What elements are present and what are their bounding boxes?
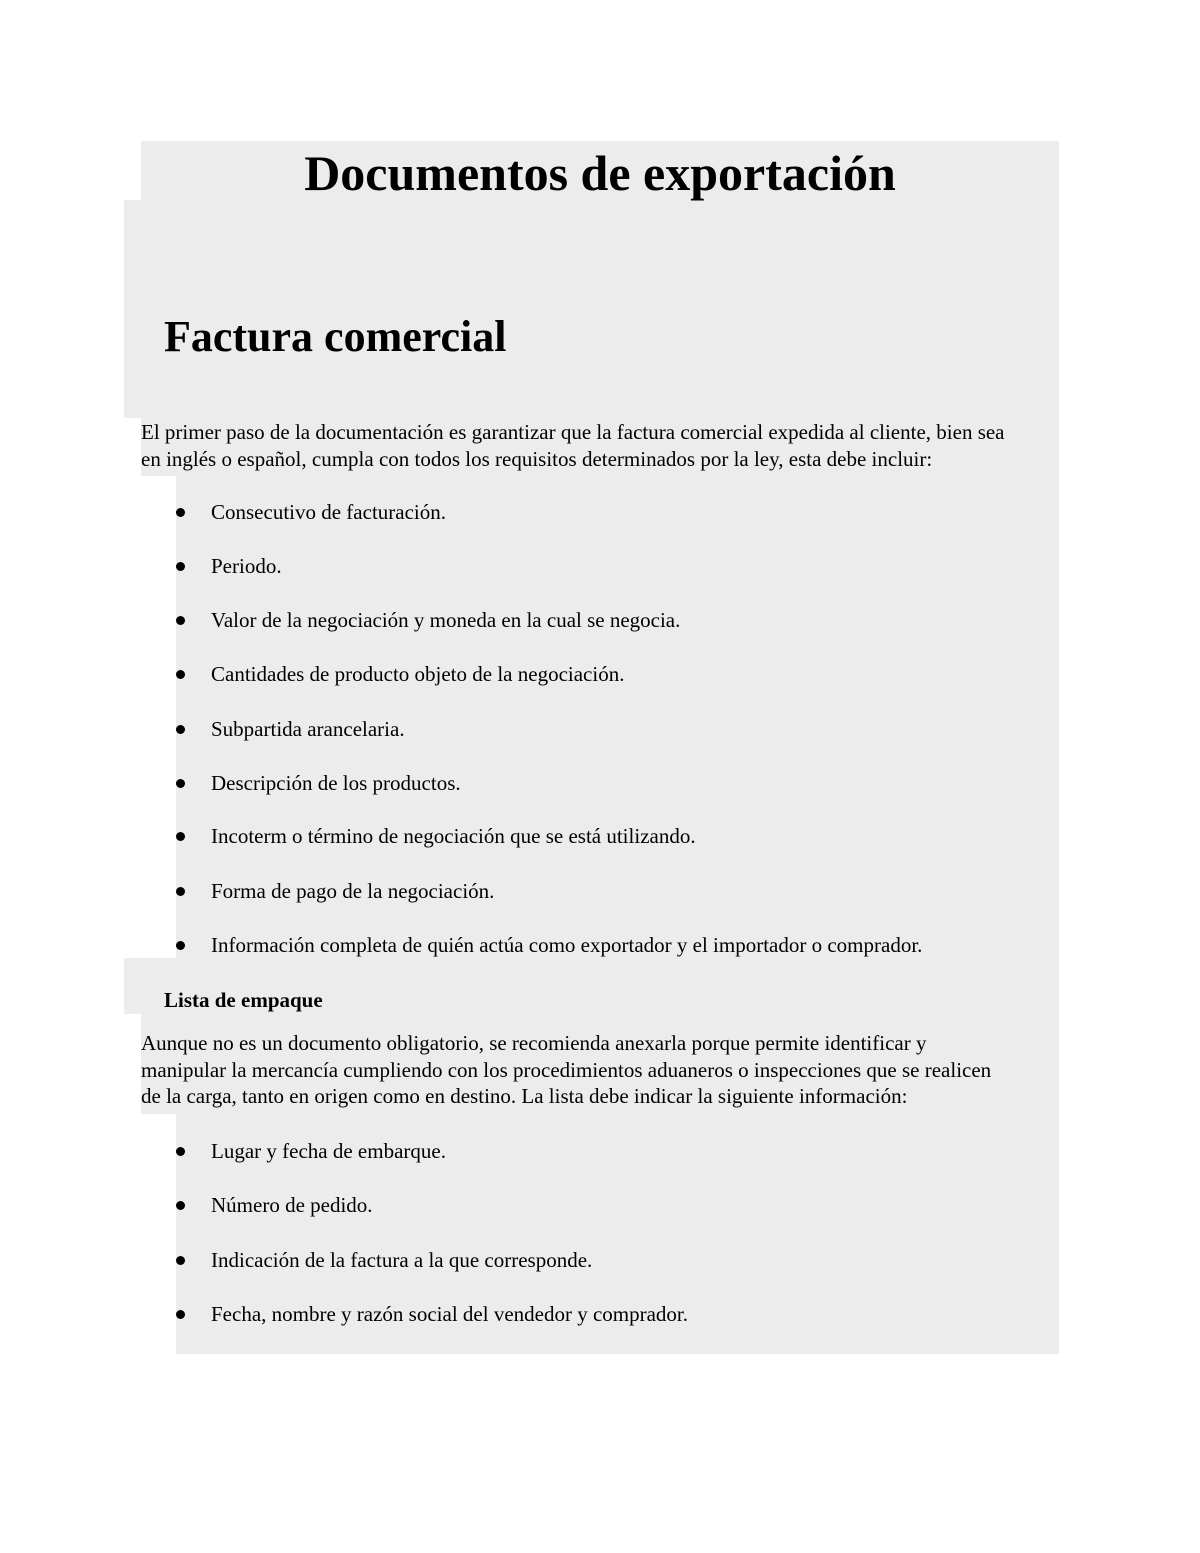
bullet-icon <box>176 670 185 679</box>
list-item: Subpartida arancelaria. <box>211 717 405 741</box>
bullet-icon <box>176 887 185 896</box>
bullet-icon <box>176 941 185 950</box>
bullet-icon <box>176 1201 185 1210</box>
list-item: Descripción de los productos. <box>211 771 461 795</box>
paragraph-line: El primer paso de la documentación es garantizar que la factura comercial expedida al cliente, bien sea <box>141 420 1005 444</box>
paragraph-line: de la carga, tanto en origen como en destino. La lista debe indicar la siguiente información: <box>141 1084 908 1108</box>
list-item: Número de pedido. <box>211 1193 373 1217</box>
bullet-icon <box>176 508 185 517</box>
section-heading-lista-empaque: Lista de empaque <box>164 988 323 1012</box>
list-item: Cantidades de producto objeto de la negociación. <box>211 662 625 686</box>
paragraph-line: Aunque no es un documento obligatorio, se recomienda anexarla porque permite identificar y <box>141 1031 927 1055</box>
list-item: Forma de pago de la negociación. <box>211 879 495 903</box>
bullet-icon <box>176 725 185 734</box>
list-item: Consecutivo de facturación. <box>211 500 446 524</box>
bullet-icon <box>176 562 185 571</box>
list-item: Indicación de la factura a la que corresponde. <box>211 1248 593 1272</box>
list-item: Periodo. <box>211 554 282 578</box>
paragraph-line: manipular la mercancía cumpliendo con los procedimientos aduaneros o inspecciones que se realicen <box>141 1058 992 1082</box>
bullet-icon <box>176 779 185 788</box>
list-item: Valor de la negociación y moneda en la cual se negocia. <box>211 608 681 632</box>
list-item: Incoterm o término de negociación que se está utilizando. <box>211 824 696 848</box>
bullet-icon <box>176 1147 185 1156</box>
section-heading-factura: Factura comercial <box>164 312 507 361</box>
bullet-icon <box>176 1310 185 1319</box>
bullet-icon <box>176 616 185 625</box>
list-item: Información completa de quién actúa como exportador y el importador o comprador. <box>211 933 923 957</box>
bullet-icon <box>176 832 185 841</box>
page-title: Documentos de exportación <box>304 145 896 201</box>
bullet-icon <box>176 1256 185 1265</box>
list-item: Fecha, nombre y razón social del vendedor y comprador. <box>211 1302 689 1326</box>
paragraph-line: en inglés o español, cumpla con todos los requisitos determinados por la ley, esta debe incluir: <box>141 447 933 471</box>
list-item: Lugar y fecha de embarque. <box>211 1139 446 1163</box>
